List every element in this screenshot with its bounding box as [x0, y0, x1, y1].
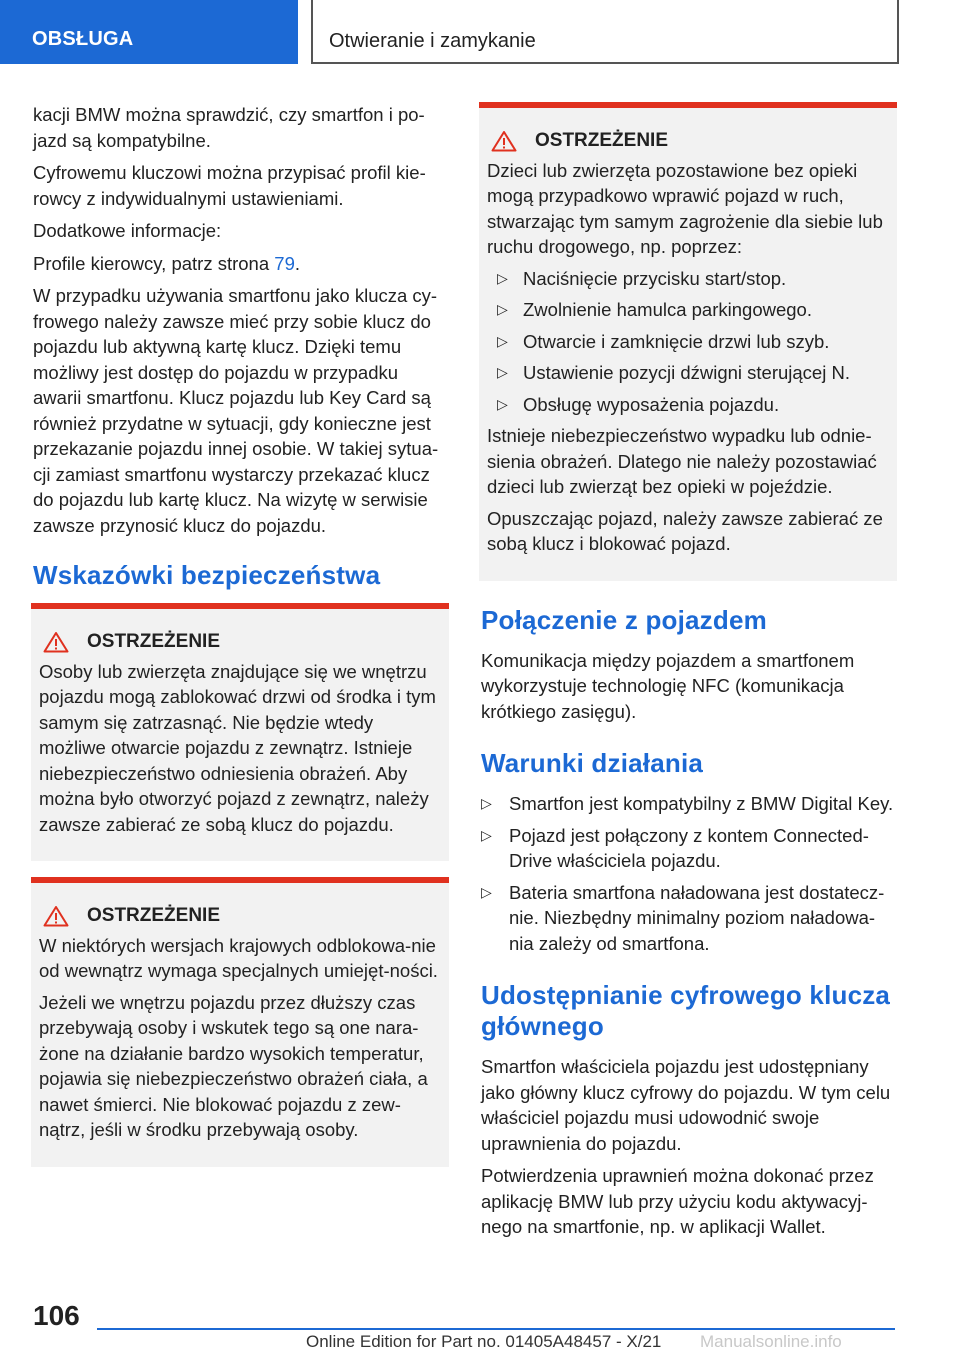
list-item	[487, 329, 889, 355]
triangle-bullet-icon: ▷	[481, 883, 492, 900]
list-item	[487, 266, 889, 292]
list-item	[487, 392, 889, 418]
warning-text: Osoby lub zwierzęta znajdujące się we wnętrzu pojazdu mogą zablokować drzwi od środka i tym samym się zatrzasnąć. Nie będzie wtedy możliwe otwarcie pojazdu z zewnątrz. Istnieje niebezpieczeństwo odniesienia obrażeń. Aby można było otworzyć pojazd z zewnątrz, należy zawsze zabierać ze sobą klucz do pojazdu.	[39, 660, 436, 835]
list-item-text: Zwolnienie hamulca parkingowego.	[523, 299, 812, 320]
warning-text: Opuszczając pojazd, należy zawsze zabierać ze sobą klucz i blokować pojazd.	[487, 507, 883, 554]
section-heading: Warunki działania	[481, 748, 704, 778]
list-item	[487, 360, 889, 386]
list-item	[487, 297, 889, 323]
page-number: 106	[33, 1300, 80, 1331]
triangle-bullet-icon: ▷	[497, 332, 508, 349]
paragraph: Cyfrowemu kluczowi można przypisać profil kie-rowcy z indywidualnymi ustawieniami.	[33, 162, 426, 209]
warning-box	[31, 877, 449, 1167]
chapter-header	[311, 0, 899, 64]
warning-box	[31, 603, 449, 861]
warning-triangle-icon	[43, 631, 69, 653]
list-item-text: Naciśnięcie przycisku start/stop.	[523, 267, 787, 289]
list-item	[481, 791, 897, 817]
footer-divider	[97, 1328, 895, 1330]
warning-title	[39, 903, 441, 929]
list-item-text: Ustawienie pozycji dźwigni sterującej N.	[523, 362, 850, 383]
list-item-text: Pojazd jest połączony z kontem Connected-Drive właściciela pojazdu.	[509, 824, 869, 871]
warning-title-text: OSTRZEŻENIE	[87, 631, 221, 652]
right-column	[481, 102, 897, 1247]
triangle-bullet-icon: ▷	[481, 795, 492, 811]
warning-triangle-icon	[43, 905, 69, 927]
paragraph: W przypadku używania smartfonu jako klucza cy-frowego należy zawsze mieć przy sobie klucz do pojazdu lub aktywną kartę klucz. Dzięki temu możliwy jest dostęp do pojazdu w przypadku awarii smartfonu. Klucz pojazdu lub Key Card są również przydatne w sytuacji, gdy konieczne jest przekazanie pojazdu innej osobie. W takiej sytua-cji zamiast smartfonu wystarczy przekazać klucz do pojazdu lub kartę klucz. Na wizytę w serwisie zawsze przynosić klucz do pojazdu.	[33, 285, 439, 536]
section-label: OBSŁUGA	[32, 28, 134, 50]
list-item-text: Smartfon jest kompatybilny z BMW Digital Key.	[509, 793, 894, 814]
warning-triangle-icon	[491, 130, 517, 152]
paragraph: Komunikacja między pojazdem a smartfonem wykorzystuje technologię NFC (komunikacja krótkiego zasięgu).	[481, 649, 855, 722]
conditions-list	[481, 791, 897, 956]
section-heading: Udostępnianie cyfrowego klucza głównego	[481, 980, 891, 1041]
warning-title	[39, 629, 441, 655]
list-item	[481, 880, 897, 957]
edition-note: Online Edition for Part no. 01405A48457 - X/21	[306, 1332, 662, 1351]
section-heading: Połączenie z pojazdem	[481, 604, 767, 635]
triangle-bullet-icon: ▷	[497, 301, 508, 317]
watermark: Manualsonline.info	[700, 1332, 842, 1351]
warning-text: Jeżeli we wnętrzu pojazdu przez dłuższy czas przebywają osoby i wskutek tego są one nara-żone na działanie bardzo wysokich temperatur, pojawia się niebezpieczeństwo obrażeń ciała, a nawet śmierci. Nie blokować pojazdu z zew-nątrz, jeśli w środku przebywają osoby.	[39, 991, 428, 1140]
triangle-bullet-icon: ▷	[481, 826, 492, 843]
paragraph-with-link	[33, 251, 449, 277]
paragraph-text: Profile kierowcy, patrz strona	[33, 252, 275, 274]
triangle-bullet-icon: ▷	[497, 395, 508, 412]
warning-text: Istnieje niebezpieczeństwo wypadku lub odnie-sienia obrażeń. Dlatego nie należy pozostawiać dzieci lub zwierząt bez opieki w pojeździe.	[487, 425, 877, 497]
list-item-text: Otwarcie i zamknięcie drzwi lub szyb.	[523, 330, 830, 352]
warning-box	[479, 102, 897, 581]
triangle-bullet-icon: ▷	[497, 364, 508, 380]
warning-title-text: OSTRZEŻENIE	[535, 130, 669, 151]
section-heading: Wskazówki bezpieczeństwa	[33, 560, 381, 590]
warning-title-text: OSTRZEŻENIE	[87, 905, 221, 926]
paragraph: Dodatkowe informacje:	[33, 220, 222, 241]
paragraph: kacji BMW można sprawdzić, czy smartfon i po-jazd są kompatybilne.	[33, 104, 425, 151]
triangle-bullet-icon: ▷	[497, 269, 508, 286]
paragraph: Potwierdzenia uprawnień można dokonać przez aplikację BMW lub przy użyciu kodu aktywacyj-nego na smartfonie, np. w aplikacji Wallet.	[481, 1165, 874, 1237]
warning-list	[487, 266, 889, 418]
left-column	[33, 102, 449, 1183]
warning-title	[487, 128, 889, 154]
paragraph-end: .	[294, 252, 300, 274]
page-link[interactable]: 79	[274, 252, 295, 274]
paragraph: Smartfon właściciela pojazdu jest udostępniany jako główny klucz cyfrowy do pojazdu. W tym celu właściciel pojazdu musi udowodnić swoje uprawnienia do pojazdu.	[481, 1056, 891, 1154]
list-item-text: Obsługę wyposażenia pojazdu.	[523, 393, 780, 415]
section-tab	[0, 0, 298, 64]
list-item	[481, 823, 897, 874]
warning-text: Dzieci lub zwierzęta pozostawione bez opieki mogą przypadkowo wprawić pojazd w ruch, stwarzając tym samym zagrożenie dla siebie lub ruchu drogowego, np. poprzez:	[487, 159, 883, 257]
list-item-text: Bateria smartfona naładowana jest dostatecz-nie. Niezbędny minimalny poziom naładowa-nia zależy od smartfona.	[509, 881, 885, 954]
chapter-title: Otwieranie i zamykanie	[329, 30, 536, 52]
warning-text: W niektórych wersjach krajowych odblokowa-nie od wewnątrz wymaga specjalnych umiejęt-ności.	[39, 934, 438, 981]
